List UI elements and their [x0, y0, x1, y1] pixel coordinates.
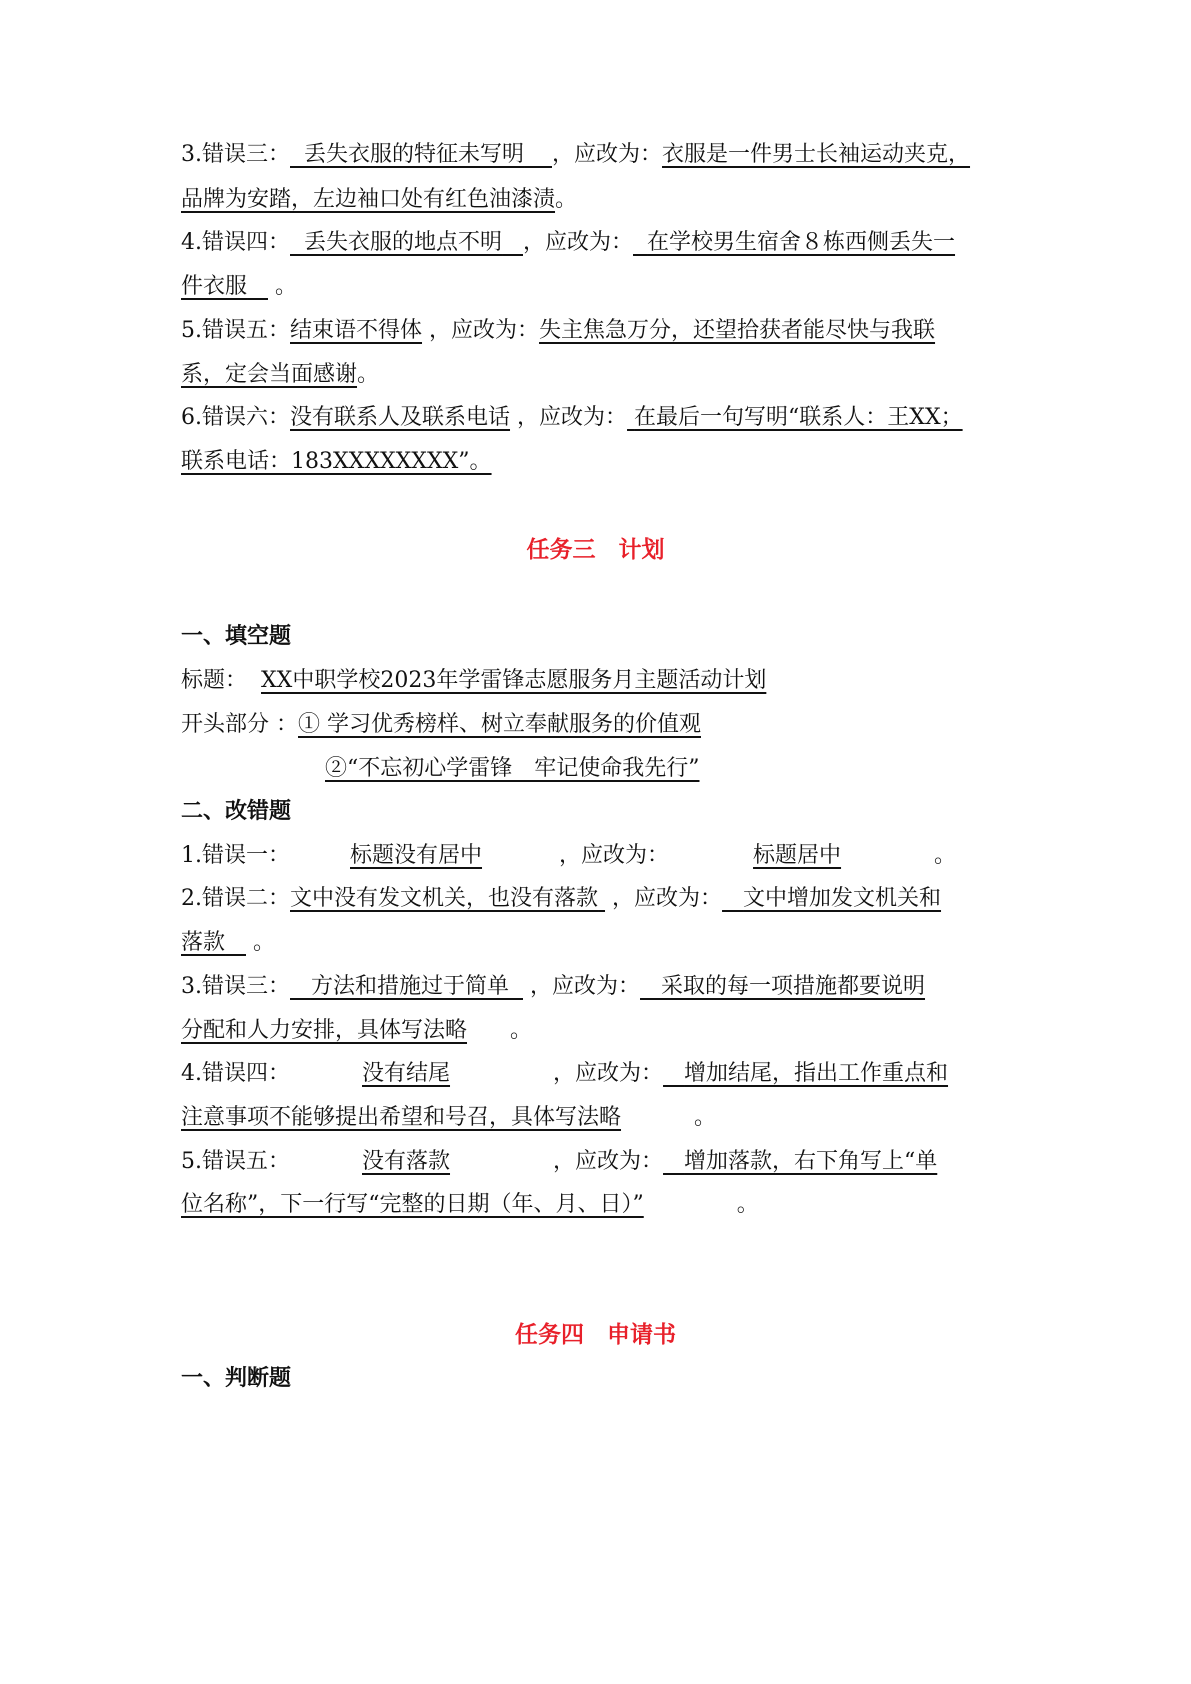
- task3-error1-line: 1.错误一： 标题没有居中 ，应改为： 标题居中 。: [181, 843, 957, 868]
- task3-error4-fix: 增加结尾，指出工作重点和: [684, 1061, 949, 1086]
- task2-error4-line1: 4.错误四： 丢失衣服的地点不明 ，应改为： 在学校男生宿舍８栋西侧丢失一: [181, 230, 956, 255]
- task3-error5-line2: 位名称”，下一行写“完整的日期（年、月、日）” 。: [181, 1192, 759, 1217]
- task3-title: 任务三 计划: [526, 537, 665, 563]
- task2-error6-line1: 6.错误六：没有联系人及联系电话 ，应改为： 在最后一句写明“联系人：王XX；: [181, 405, 963, 430]
- task3-error1-fix: 标题居中: [753, 843, 842, 868]
- task3-opening-line1: 开头部分 ：① 学习优秀榜样、树立奉献服务的价值观: [181, 712, 701, 737]
- task3-error3-line1: 3.错误三： 方法和措施过于简单 ，应改为： 采取的每一项措施都要说明: [181, 974, 926, 999]
- task3-error5-fix: 增加落款，右下角写上“单: [684, 1149, 938, 1174]
- task3-error5-line1: 5.错误五： 没有落款 ，应改为： 增加落款，右下角写上“单: [181, 1149, 938, 1174]
- task3-correct-heading: 二、改错题: [181, 799, 292, 824]
- task2-error5-fix: 失主焦急万分，还望拾获者能尽快与我联: [539, 318, 936, 343]
- task3-opening-answer1: ① 学习优秀榜样、树立奉献服务的价值观: [298, 712, 701, 737]
- task3-error3-line2: 分配和人力安排，具体写法略 。: [181, 1018, 533, 1043]
- task3-title-answer: XX中职学校2023年学雷锋志愿服务月主题活动计划: [261, 668, 767, 693]
- task3-error4-problem: 没有结尾: [362, 1061, 451, 1086]
- task2-error4-problem: 丢失衣服的地点不明: [304, 230, 503, 255]
- task3-opening-line2: [325, 754, 1025, 784]
- task2-error6-problem: 没有联系人及联系电话: [290, 405, 511, 430]
- task4-title: 任务四 申请书: [515, 1322, 676, 1348]
- task3-error3-fix: 采取的每一项措施都要说明: [661, 974, 926, 999]
- task3-error1-problem: 标题没有居中: [350, 843, 483, 868]
- task4-judge-heading: 一、判断题: [181, 1366, 292, 1391]
- task3-error2-problem: 文中没有发文机关，也没有落款: [290, 886, 599, 911]
- task2-error3-problem: 丢失衣服的特征未写明: [304, 142, 525, 167]
- task3-error3-problem: 方法和措施过于简单: [310, 974, 509, 999]
- task2-error4-line2: 件衣服 。: [181, 274, 298, 299]
- task3-opening-answer2: ②“不忘初心学雷锋 牢记使命我先行”: [325, 756, 700, 781]
- task3-error2-fix: 文中增加发文机关和: [743, 886, 942, 911]
- task2-error6-fix: 在最后一句写明“联系人：王XX；: [634, 405, 963, 430]
- task3-error2-line1: 2.错误二：文中没有发文机关，也没有落款 ，应改为： 文中增加发文机关和: [181, 886, 942, 911]
- task2-error5-line1: 5.错误五：结束语不得体 ，应改为：失主焦急万分，还望拾获者能尽快与我联: [181, 318, 936, 343]
- task3-error5-problem: 没有落款: [362, 1149, 451, 1174]
- task2-error3-line1: 3.错误三： 丢失衣服的特征未写明 ，应改为：衣服是一件男士长袖运动夹克，: [181, 142, 971, 167]
- task3-error4-line2: 注意事项不能够提出希望和号召，具体写法略 。: [181, 1105, 717, 1130]
- task2-error3-line2: 品牌为安踏，左边袖口处有红色油漆渍。: [181, 187, 578, 212]
- task2-error3-fix: 衣服是一件男士长袖运动夹克，: [662, 142, 971, 167]
- task3-title-answer-line: 标题： XX中职学校2023年学雷锋志愿服务月主题活动计划: [181, 668, 767, 693]
- task2-error5-problem: 结束语不得体: [290, 318, 423, 343]
- task3-error4-line1: 4.错误四： 没有结尾 ，应改为： 增加结尾，指出工作重点和: [181, 1061, 949, 1086]
- task2-error4-fix: 在学校男生宿舍８栋西侧丢失一: [647, 230, 956, 255]
- task3-fill-heading: 一、填空题: [181, 624, 292, 649]
- task2-error6-line2: 联系电话：183XXXXXXXX”。: [181, 449, 492, 474]
- task3-error2-line2: 落款 。: [181, 930, 276, 955]
- task2-error5-line2: 系，定会当面感谢。: [181, 362, 380, 387]
